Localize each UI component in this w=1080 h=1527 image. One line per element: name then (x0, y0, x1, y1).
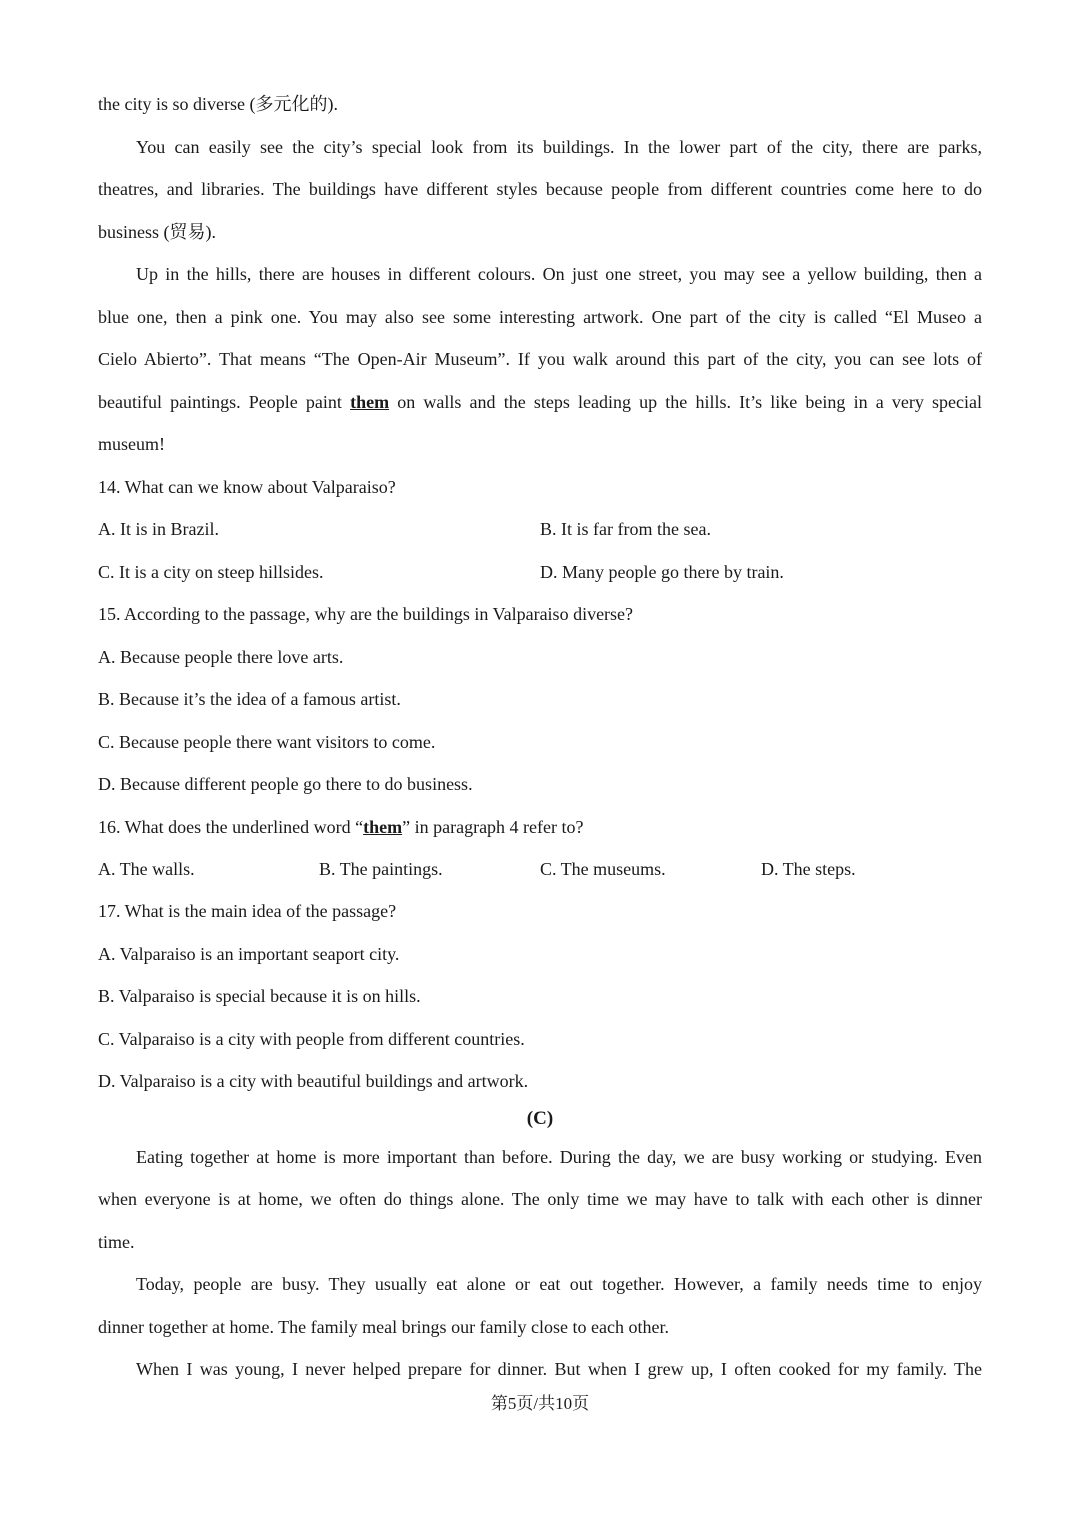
text-segment: on walls and the steps leading up the hills. It’s like being in a very special (389, 392, 982, 412)
q17-option-c: C. Valparaiso is a city with people from different countries. (98, 1029, 525, 1049)
passage-line: Eating together at home is more important than before. During the day, we are busy working or studying. Even (136, 1147, 982, 1167)
q14-option-c: C. It is a city on steep hillsides. (98, 562, 324, 582)
question-15-stem: 15. According to the passage, why are the buildings in Valparaiso diverse? (98, 604, 634, 624)
passage-line: when everyone is at home, we often do things alone. The only time we may have to talk with each other is dinner (98, 1189, 982, 1209)
q15-option-a: A. Because people there love arts. (98, 647, 344, 667)
underlined-word: them (350, 392, 390, 412)
q17-option-b: B. Valparaiso is special because it is on hills. (98, 986, 421, 1006)
passage-line: Today, people are busy. They usually eat alone or eat out together. However, a family needs time to enjoy (136, 1274, 982, 1294)
passage-line: You can easily see the city’s special look from its buildings. In the lower part of the city, there are parks, (136, 137, 982, 157)
q17-option-d: D. Valparaiso is a city with beautiful buildings and artwork. (98, 1071, 529, 1091)
q14-option-d: D. Many people go there by train. (540, 562, 784, 582)
passage-line: business (贸易). (98, 222, 216, 242)
passage-line: dinner together at home. The family meal brings our family close to each other. (98, 1317, 669, 1337)
passage-line: museum! (98, 434, 165, 454)
text-segment: ” in paragraph 4 refer to? (402, 817, 584, 837)
passage-line: theatres, and libraries. The buildings have different styles because people from different countries come here to do (98, 179, 982, 199)
text-segment: beautiful paintings. People paint (98, 392, 351, 412)
q14-option-b: B. It is far from the sea. (540, 519, 711, 539)
page-number: 第5页/共10页 (490, 1394, 590, 1413)
q15-option-d: D. Because different people go there to do business. (98, 774, 473, 794)
q15-option-b: B. Because it’s the idea of a famous artist. (98, 689, 401, 709)
q16-option-d: D. The steps. (761, 859, 856, 879)
passage-line: time. (98, 1232, 135, 1252)
passage-line: Cielo Abierto”. That means “The Open-Air Museum”. If you walk around this part of the city, you can see lots of (98, 349, 982, 369)
q16-option-c: C. The museums. (540, 859, 666, 879)
q14-option-a: A. It is in Brazil. (98, 519, 219, 539)
question-14-stem: 14. What can we know about Valparaiso? (98, 477, 396, 497)
q15-option-c: C. Because people there want visitors to come. (98, 732, 436, 752)
passage-line: blue one, then a pink one. You may also see some interesting artwork. One part of the city is called “El Museo a (98, 307, 982, 327)
question-16-stem (98, 815, 982, 839)
text-segment: 16. What does the underlined word “ (98, 817, 364, 837)
passage-line-with-underline (98, 390, 982, 414)
passage-line: the city is so diverse (多元化的). (98, 94, 338, 114)
q16-option-b: B. The paintings. (319, 859, 443, 879)
passage-line: Up in the hills, there are houses in different colours. On just one street, you may see a yellow building, then a (136, 264, 982, 284)
q16-option-a: A. The walls. (98, 859, 195, 879)
question-17-stem: 17. What is the main idea of the passage? (98, 901, 397, 921)
section-heading: (C) (526, 1108, 554, 1129)
passage-line: When I was young, I never helped prepare for dinner. But when I grew up, I often cooked for my family. The (136, 1359, 982, 1379)
underlined-word: them (363, 817, 403, 837)
q17-option-a: A. Valparaiso is an important seaport city. (98, 944, 400, 964)
